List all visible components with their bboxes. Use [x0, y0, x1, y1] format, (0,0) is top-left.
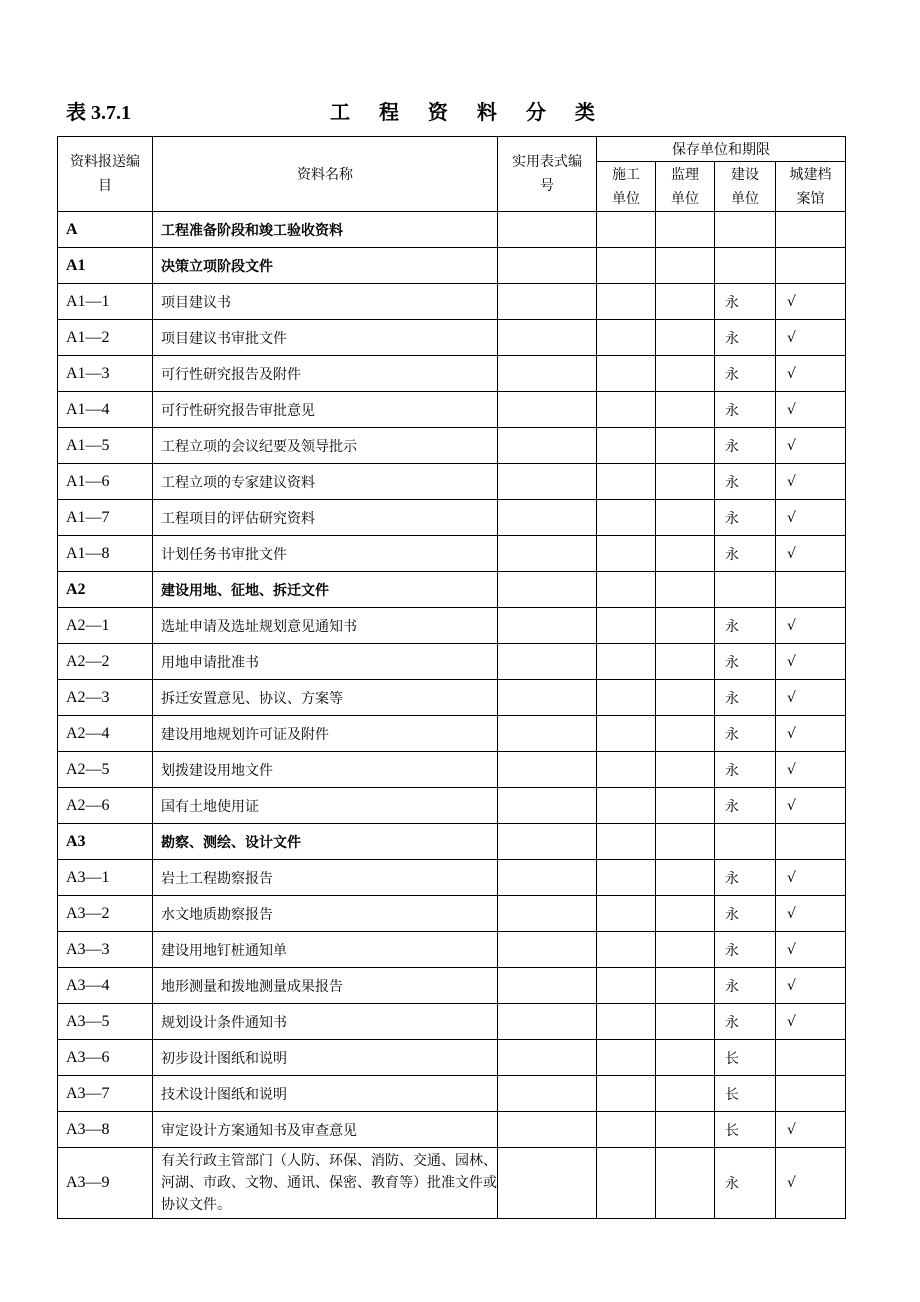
row-unit-construction — [597, 284, 656, 320]
row-code: A3—8 — [58, 1112, 153, 1148]
row-name: 项目建议书审批文件 — [153, 320, 498, 356]
row-code: A2 — [58, 572, 153, 608]
row-name: 规划设计条件通知书 — [153, 1004, 498, 1040]
row-name: 计划任务书审批文件 — [153, 536, 498, 572]
row-form — [498, 896, 597, 932]
row-unit-archive: √ — [776, 284, 846, 320]
row-form — [498, 608, 597, 644]
row-unit-archive: √ — [776, 428, 846, 464]
row-unit-supervision — [656, 1148, 715, 1219]
row-form — [498, 428, 597, 464]
row-unit-supervision — [656, 860, 715, 896]
row-unit-archive: √ — [776, 932, 846, 968]
row-name: 勘察、测绘、设计文件 — [153, 824, 498, 860]
row-code: A3—7 — [58, 1076, 153, 1112]
row-unit-supervision — [656, 608, 715, 644]
table-row — [58, 392, 846, 428]
row-form — [498, 464, 597, 500]
row-code: A1—2 — [58, 320, 153, 356]
table-row — [58, 932, 846, 968]
row-unit-owner: 永 — [715, 752, 776, 788]
row-unit-owner: 永 — [715, 356, 776, 392]
row-unit-construction — [597, 1004, 656, 1040]
title-row — [66, 96, 846, 130]
table-row — [58, 788, 846, 824]
row-unit-construction — [597, 1148, 656, 1219]
table-row — [58, 464, 846, 500]
row-form — [498, 752, 597, 788]
row-unit-owner: 永 — [715, 896, 776, 932]
row-code: A1 — [58, 248, 153, 284]
header-form: 实用表式编号 — [498, 137, 597, 212]
row-unit-archive: √ — [776, 1004, 846, 1040]
row-unit-archive: √ — [776, 1112, 846, 1148]
row-unit-supervision — [656, 392, 715, 428]
row-name: 可行性研究报告审批意见 — [153, 392, 498, 428]
row-form — [498, 500, 597, 536]
row-unit-archive: √ — [776, 464, 846, 500]
row-code: A2—4 — [58, 716, 153, 752]
row-name: 技术设计图纸和说明 — [153, 1076, 498, 1112]
row-unit-owner: 永 — [715, 500, 776, 536]
row-unit-construction — [597, 968, 656, 1004]
row-code: A1—1 — [58, 284, 153, 320]
header-unit-construction: 施工单位 — [597, 162, 656, 212]
row-unit-archive: √ — [776, 320, 846, 356]
row-name: 选址申请及选址规划意见通知书 — [153, 608, 498, 644]
row-unit-construction — [597, 716, 656, 752]
row-code: A1—4 — [58, 392, 153, 428]
row-form — [498, 1004, 597, 1040]
table-row — [58, 320, 846, 356]
row-form — [498, 212, 597, 248]
row-name: 项目建议书 — [153, 284, 498, 320]
row-unit-archive — [776, 572, 846, 608]
row-unit-archive — [776, 1040, 846, 1076]
row-code: A3—6 — [58, 1040, 153, 1076]
row-unit-owner: 永 — [715, 644, 776, 680]
row-unit-archive — [776, 248, 846, 284]
row-form — [498, 680, 597, 716]
table-row — [58, 680, 846, 716]
row-unit-supervision — [656, 428, 715, 464]
row-form — [498, 1148, 597, 1219]
row-unit-owner — [715, 824, 776, 860]
classification-table — [57, 136, 846, 1219]
row-unit-construction — [597, 680, 656, 716]
row-unit-supervision — [656, 284, 715, 320]
header-name: 资料名称 — [153, 137, 498, 212]
row-unit-construction — [597, 860, 656, 896]
table-row — [58, 752, 846, 788]
row-unit-owner: 永 — [715, 680, 776, 716]
row-name: 有关行政主管部门（人防、环保、消防、交通、园林、河湖、市政、文物、通讯、保密、教育等）批准文件或协议文件。 — [153, 1148, 498, 1219]
row-unit-supervision — [656, 1040, 715, 1076]
row-unit-owner: 永 — [715, 320, 776, 356]
row-unit-owner: 长 — [715, 1112, 776, 1148]
row-unit-owner — [715, 248, 776, 284]
row-code: A1—7 — [58, 500, 153, 536]
table-row — [58, 968, 846, 1004]
row-unit-supervision — [656, 716, 715, 752]
row-unit-archive: √ — [776, 860, 846, 896]
row-unit-construction — [597, 752, 656, 788]
row-form — [498, 572, 597, 608]
table-row — [58, 1004, 846, 1040]
row-code: A3—5 — [58, 1004, 153, 1040]
row-name: 水文地质勘察报告 — [153, 896, 498, 932]
row-form — [498, 824, 597, 860]
row-unit-construction — [597, 1076, 656, 1112]
row-form — [498, 320, 597, 356]
table-row — [58, 1112, 846, 1148]
row-unit-archive: √ — [776, 896, 846, 932]
row-name: 可行性研究报告及附件 — [153, 356, 498, 392]
row-form — [498, 1040, 597, 1076]
row-unit-owner: 永 — [715, 788, 776, 824]
row-name: 工程项目的评估研究资料 — [153, 500, 498, 536]
row-unit-supervision — [656, 1076, 715, 1112]
header-unit-archive: 城建档案馆 — [776, 162, 846, 212]
row-code: A3—1 — [58, 860, 153, 896]
row-name: 国有土地使用证 — [153, 788, 498, 824]
table-row — [58, 428, 846, 464]
row-name: 岩土工程勘察报告 — [153, 860, 498, 896]
row-name: 工程准备阶段和竣工验收资料 — [153, 212, 498, 248]
row-unit-construction — [597, 212, 656, 248]
row-unit-archive — [776, 212, 846, 248]
row-unit-construction — [597, 644, 656, 680]
row-unit-construction — [597, 464, 656, 500]
row-unit-construction — [597, 428, 656, 464]
row-form — [498, 932, 597, 968]
row-unit-supervision — [656, 752, 715, 788]
row-unit-construction — [597, 608, 656, 644]
row-unit-owner — [715, 212, 776, 248]
row-code: A2—5 — [58, 752, 153, 788]
row-unit-owner: 永 — [715, 536, 776, 572]
row-unit-archive: √ — [776, 608, 846, 644]
row-unit-supervision — [656, 320, 715, 356]
row-unit-archive — [776, 824, 846, 860]
row-unit-construction — [597, 320, 656, 356]
table-row — [58, 1076, 846, 1112]
table-row — [58, 644, 846, 680]
row-name: 初步设计图纸和说明 — [153, 1040, 498, 1076]
section-row — [58, 572, 846, 608]
row-unit-construction — [597, 824, 656, 860]
row-code: A2—6 — [58, 788, 153, 824]
table-row — [58, 356, 846, 392]
row-name: 用地申请批准书 — [153, 644, 498, 680]
row-unit-owner: 永 — [715, 284, 776, 320]
row-code: A2—1 — [58, 608, 153, 644]
row-name: 建设用地规划许可证及附件 — [153, 716, 498, 752]
row-unit-owner: 永 — [715, 428, 776, 464]
row-unit-construction — [597, 536, 656, 572]
row-unit-supervision — [656, 644, 715, 680]
row-unit-archive: √ — [776, 716, 846, 752]
row-unit-archive — [776, 1076, 846, 1112]
row-code: A3—9 — [58, 1148, 153, 1219]
row-code: A1—3 — [58, 356, 153, 392]
row-unit-construction — [597, 248, 656, 284]
row-unit-supervision — [656, 788, 715, 824]
row-unit-supervision — [656, 968, 715, 1004]
row-name: 决策立项阶段文件 — [153, 248, 498, 284]
row-form — [498, 392, 597, 428]
row-form — [498, 1112, 597, 1148]
row-unit-construction — [597, 932, 656, 968]
row-name: 拆迁安置意见、协议、方案等 — [153, 680, 498, 716]
row-unit-archive: √ — [776, 392, 846, 428]
row-code: A3—2 — [58, 896, 153, 932]
table-row — [58, 284, 846, 320]
row-unit-construction — [597, 1040, 656, 1076]
row-unit-supervision — [656, 896, 715, 932]
row-form — [498, 356, 597, 392]
row-form — [498, 788, 597, 824]
row-form — [498, 536, 597, 572]
row-unit-supervision — [656, 932, 715, 968]
row-unit-owner: 永 — [715, 716, 776, 752]
row-unit-supervision — [656, 680, 715, 716]
row-form — [498, 248, 597, 284]
row-code: A1—6 — [58, 464, 153, 500]
row-unit-supervision — [656, 212, 715, 248]
row-unit-construction — [597, 356, 656, 392]
row-unit-archive: √ — [776, 1148, 846, 1219]
table-row — [58, 536, 846, 572]
header-row-1 — [58, 137, 846, 162]
row-unit-construction — [597, 788, 656, 824]
row-unit-owner — [715, 572, 776, 608]
row-form — [498, 1076, 597, 1112]
row-unit-owner: 永 — [715, 1004, 776, 1040]
row-unit-owner: 永 — [715, 932, 776, 968]
row-name: 划拨建设用地文件 — [153, 752, 498, 788]
header-unit-supervision: 监理单位 — [656, 162, 715, 212]
table-row — [58, 716, 846, 752]
header-retention: 保存单位和期限 — [597, 137, 846, 162]
table-row — [58, 500, 846, 536]
row-unit-archive: √ — [776, 644, 846, 680]
row-unit-supervision — [656, 356, 715, 392]
header-code: 资料报送编目 — [58, 137, 153, 212]
row-unit-archive: √ — [776, 968, 846, 1004]
row-unit-supervision — [656, 536, 715, 572]
row-code: A3—4 — [58, 968, 153, 1004]
section-row — [58, 212, 846, 248]
row-form — [498, 644, 597, 680]
row-unit-construction — [597, 572, 656, 608]
row-unit-supervision — [656, 248, 715, 284]
row-form — [498, 716, 597, 752]
row-form — [498, 860, 597, 896]
row-unit-archive: √ — [776, 356, 846, 392]
row-unit-supervision — [656, 1004, 715, 1040]
row-code: A1—8 — [58, 536, 153, 572]
row-unit-owner: 长 — [715, 1040, 776, 1076]
table-row — [58, 860, 846, 896]
row-unit-archive: √ — [776, 680, 846, 716]
row-unit-construction — [597, 392, 656, 428]
row-form — [498, 968, 597, 1004]
section-row — [58, 824, 846, 860]
row-code: A — [58, 212, 153, 248]
row-unit-construction — [597, 500, 656, 536]
row-unit-archive: √ — [776, 536, 846, 572]
section-row — [58, 248, 846, 284]
row-name: 建设用地、征地、拆迁文件 — [153, 572, 498, 608]
row-unit-owner: 永 — [715, 860, 776, 896]
row-code: A2—3 — [58, 680, 153, 716]
row-unit-owner: 长 — [715, 1076, 776, 1112]
row-unit-supervision — [656, 464, 715, 500]
row-unit-supervision — [656, 1112, 715, 1148]
row-form — [498, 284, 597, 320]
table-row — [58, 1148, 846, 1219]
row-unit-owner: 永 — [715, 464, 776, 500]
row-code: A2—2 — [58, 644, 153, 680]
row-unit-supervision — [656, 500, 715, 536]
row-name: 建设用地钉桩通知单 — [153, 932, 498, 968]
row-unit-supervision — [656, 572, 715, 608]
row-unit-construction — [597, 1112, 656, 1148]
table-title: 工 程 资 料 分 类 — [330, 100, 606, 124]
row-code: A1—5 — [58, 428, 153, 464]
row-unit-owner: 永 — [715, 968, 776, 1004]
row-unit-archive: √ — [776, 500, 846, 536]
row-unit-owner: 永 — [715, 608, 776, 644]
row-unit-construction — [597, 896, 656, 932]
table-row — [58, 896, 846, 932]
table-number: 表 3.7.1 — [66, 102, 131, 124]
row-name: 工程立项的会议纪要及领导批示 — [153, 428, 498, 464]
row-name: 审定设计方案通知书及审查意见 — [153, 1112, 498, 1148]
header-unit-owner: 建设单位 — [715, 162, 776, 212]
row-unit-archive: √ — [776, 752, 846, 788]
row-unit-owner: 永 — [715, 1148, 776, 1219]
row-unit-owner: 永 — [715, 392, 776, 428]
row-name: 地形测量和拨地测量成果报告 — [153, 968, 498, 1004]
row-name: 工程立项的专家建议资料 — [153, 464, 498, 500]
table-row — [58, 1040, 846, 1076]
row-code: A3 — [58, 824, 153, 860]
row-unit-supervision — [656, 824, 715, 860]
row-unit-archive: √ — [776, 788, 846, 824]
row-code: A3—3 — [58, 932, 153, 968]
table-row — [58, 608, 846, 644]
